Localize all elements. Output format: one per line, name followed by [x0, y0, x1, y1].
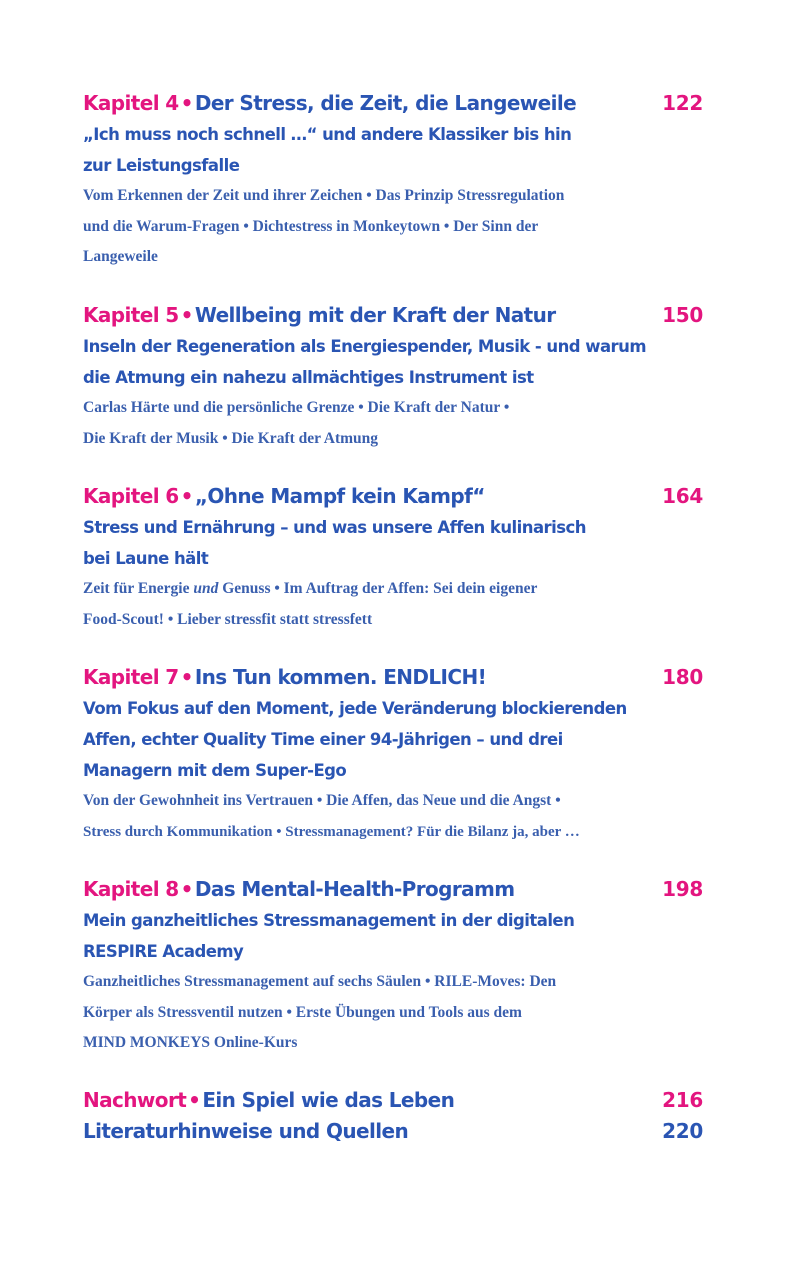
- chapter-title: Wellbeing mit der Kraft der Natur: [194, 303, 556, 327]
- separator-bullet: •: [180, 665, 193, 689]
- separator-bullet: •: [180, 91, 193, 115]
- chapter-subtitle-line: RESPIRE Academy: [83, 942, 244, 961]
- separator-bullet: •: [180, 484, 193, 508]
- chapter-subtitle-line: die Atmung ein nahezu allmächtiges Instrument ist: [83, 368, 534, 387]
- separator-bullet: •: [188, 1088, 201, 1112]
- chapter-summary-line: und die Warum-Fragen • Dichtestress in Monkeytown • Der Sinn der: [83, 217, 539, 235]
- chapter-summary-line: Von der Gewohnheit ins Vertrauen • Die Affen, das Neue und die Angst •: [83, 792, 561, 809]
- toc-entry-chapter-8: [83, 874, 703, 1059]
- chapter-title: Der Stress, die Zeit, die Langeweile: [194, 91, 577, 115]
- chapter-summary-line: Stress durch Kommunikation • Stressmanagement? Für die Bilanz ja, aber …: [83, 823, 580, 840]
- references-title: Literaturhinweise und Quellen: [83, 1119, 409, 1143]
- separator-bullet: •: [180, 303, 193, 327]
- chapter-title: Ins Tun kommen. ENDLICH!: [194, 665, 487, 689]
- toc-entry-chapter-6: [83, 481, 703, 635]
- afterword-label: Nachwort: [83, 1088, 187, 1112]
- chapter-heading[interactable]: [83, 481, 703, 512]
- chapter-subtitle-line: Stress und Ernährung – und was unsere Affen kulinarisch: [83, 518, 586, 537]
- page-number: 198: [662, 877, 703, 901]
- chapter-heading-text: [83, 662, 486, 693]
- chapter-subtitle-line: Affen, echter Quality Time einer 94-Jährigen – und drei: [83, 730, 563, 749]
- references-heading[interactable]: [83, 1116, 703, 1147]
- chapter-heading[interactable]: [83, 88, 703, 119]
- chapter-label: Kapitel 6: [83, 484, 179, 508]
- chapter-label: Kapitel 8: [83, 877, 179, 901]
- afterword-title: Ein Spiel wie das Leben: [202, 1088, 455, 1112]
- page-number: 164: [662, 484, 703, 508]
- chapter-summary-line: Food-Scout! • Lieber stressfit statt stressfett: [83, 610, 373, 628]
- page-number: 220: [662, 1119, 703, 1143]
- chapter-label: Kapitel 7: [83, 665, 179, 689]
- chapter-heading[interactable]: [83, 874, 703, 905]
- chapter-subtitle-line: „Ich muss noch schnell …“ und andere Klassiker bis hin: [83, 125, 572, 144]
- chapter-summary-line: Carlas Härte und die persönliche Grenze • Die Kraft der Natur •: [83, 399, 510, 416]
- chapter-label: Kapitel 4: [83, 91, 179, 115]
- chapter-heading-text: [83, 874, 514, 905]
- chapter-heading-text: [83, 481, 485, 512]
- chapter-subtitle-line: Managern mit dem Super-Ego: [83, 761, 347, 780]
- chapter-summary-line: Körper als Stressventil nutzen • Erste Übungen und Tools aus dem: [83, 1003, 522, 1021]
- chapter-subtitle-line: Mein ganzheitliches Stressmanagement in der digitalen: [83, 911, 575, 930]
- summary-text: Zeit für Energie: [83, 580, 194, 597]
- chapter-title: Das Mental-Health-Programm: [194, 877, 515, 901]
- separator-bullet: •: [180, 877, 193, 901]
- afterword-heading[interactable]: [83, 1085, 703, 1116]
- afterword-heading-text: [83, 1085, 454, 1116]
- page-number: 216: [662, 1088, 703, 1112]
- chapter-label: Kapitel 5: [83, 303, 179, 327]
- chapter-subtitle-line: bei Laune hält: [83, 549, 209, 568]
- chapter-summary-line: Die Kraft der Musik • Die Kraft der Atmung: [83, 429, 379, 447]
- summary-text: Genuss • Im Auftrag der Affen: Sei dein eigener: [218, 580, 538, 597]
- chapter-summary-line: MIND MONKEYS Online-Kurs: [83, 1034, 298, 1051]
- chapter-summary-line: [83, 574, 703, 605]
- chapter-heading-text: [83, 88, 576, 119]
- chapter-heading[interactable]: [83, 662, 703, 693]
- chapter-subtitle-line: zur Leistungsfalle: [83, 156, 240, 175]
- chapter-summary-line: Langeweile: [83, 248, 158, 265]
- page-number: 180: [662, 665, 703, 689]
- page-number: 150: [662, 303, 703, 327]
- toc-entry-chapter-4: [83, 88, 703, 273]
- chapter-title: „Ohne Mampf kein Kampf“: [194, 484, 485, 508]
- toc-entry-chapter-5: [83, 300, 703, 454]
- chapter-subtitle-line: Vom Fokus auf den Moment, jede Veränderung blockierenden: [83, 699, 627, 718]
- chapter-summary-line: Vom Erkennen der Zeit und ihrer Zeichen • Das Prinzip Stressregulation: [83, 187, 565, 204]
- chapter-heading-text: [83, 300, 556, 331]
- chapter-heading[interactable]: [83, 300, 703, 331]
- toc-entry-afterword: [83, 1085, 703, 1147]
- summary-emphasis: und: [193, 580, 219, 597]
- chapter-subtitle-line: Inseln der Regeneration als Energiespender, Musik - und warum: [83, 337, 646, 356]
- page-number: 122: [662, 91, 703, 115]
- chapter-summary-line: Ganzheitliches Stressmanagement auf sechs Säulen • RILE-Moves: Den: [83, 973, 557, 990]
- toc-entry-chapter-7: [83, 662, 703, 847]
